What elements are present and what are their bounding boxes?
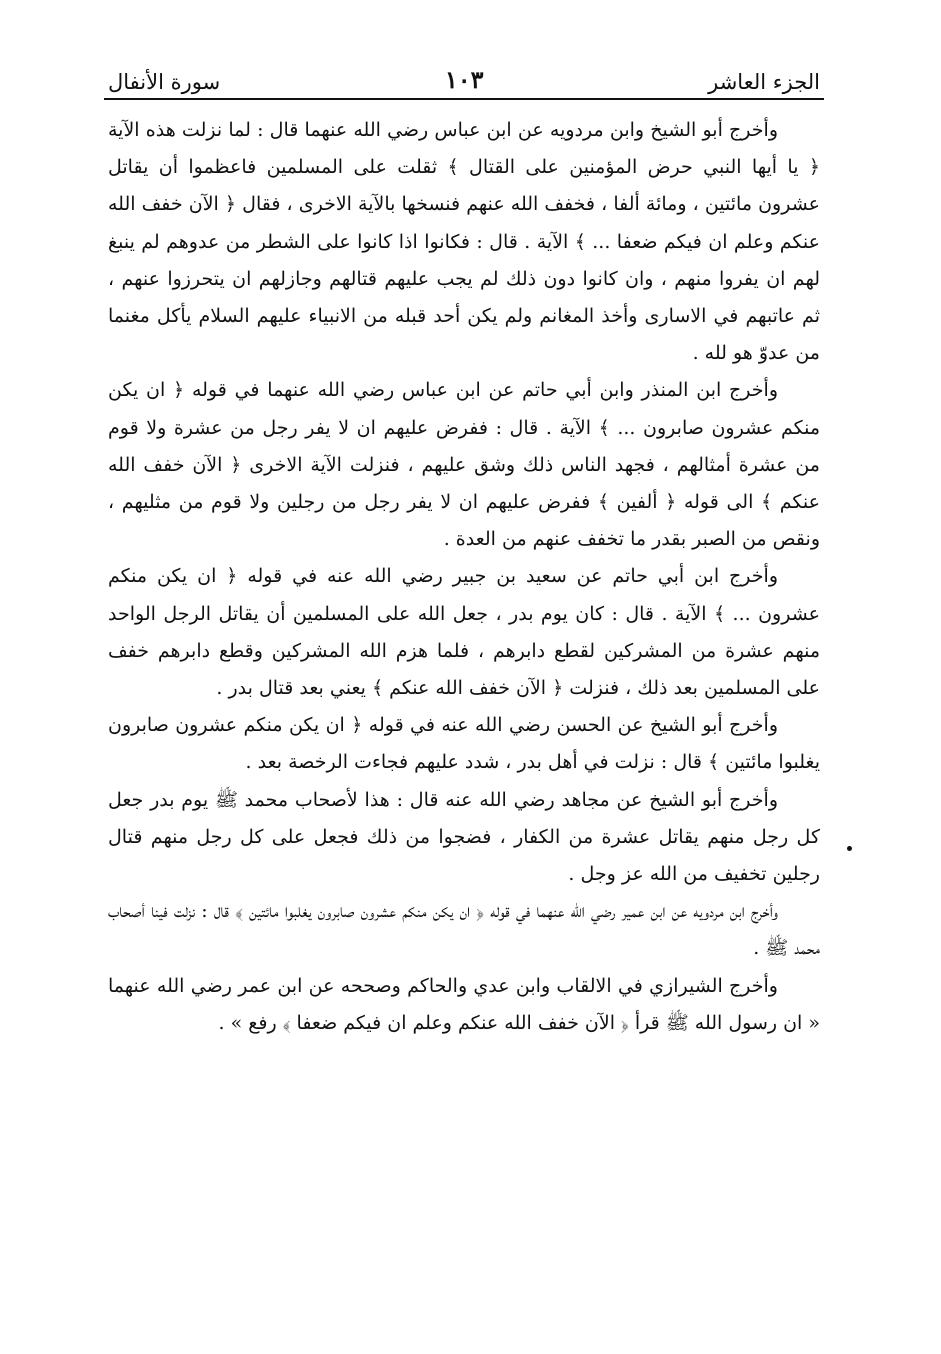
margin-dot bbox=[847, 846, 852, 851]
paragraph: وأخرج ابن أبي حاتم عن سعيد بن جبير رضي الله عنه في قوله ﴿ ان يكن منكم عشرون ... ﴾ الآية . قال : كان يوم بدر ، جعل الله على المسلمين أن يقاتل الرجل الواحد منهم عشرة من المشركين لقطع دابرهم ، فلما هزم الله المشركين وقطع دابرهم خفف على المسلمين بعد ذلك ، فنزلت ﴿ الآن خفف الله عنكم ﴾ يعني بعد قتال بدر . bbox=[108, 565, 820, 700]
surah-title: سورة الأنفال bbox=[108, 70, 221, 94]
paragraph: وأخرج أبو الشيخ عن الحسن رضي الله عنه في قوله ﴿ ان يكن منكم عشرون صابرون يغلبوا مائتين ﴾ قال : نزلت في أهل بدر ، شدد عليهم فجاءت الرخصة بعد . bbox=[108, 714, 820, 774]
paragraph: وأخرج الشيرازي في الالقاب وابن عدي والحاكم وصححه عن ابن عمر رضي الله عنهما « ان رسول الله ﷺ قرأ ﴿ الآن خفف الله عنكم وعلم ان فيكم ضعفا ﴾ رفع » . bbox=[108, 974, 820, 1034]
paragraph: وأخرج أبو الشيخ وابن مردويه عن ابن عباس رضي الله عنهما قال : لما نزلت هذه الآية ﴿ يا أيها النبي حرض المؤمنين على القتال ﴾ ثقلت على المسلمين فاعظموا أن يقاتل عشرون مائتين ، ومائة ألفا ، فخفف الله عنهم فنسخها بالآية الاخرى ، فقال ﴿ الآن خفف الله عنكم وعلم ان فيكم ضعفا ... ﴾ الآية . قال : فكانوا اذا كانوا على الشطر من عدوهم لم ينبغ لهم ان يفروا منهم ، وان كانوا دون ذلك لم يجب عليهم قتالهم وجازلهم ان يتحرزوا عنهم ، ثم عاتبهم في الاسارى وأخذ المغانم ولم يكن أحد قبله من الانبياء عليهم السلام يأكل مغنما من عدوّ هو لله . bbox=[108, 119, 820, 365]
page-body bbox=[108, 112, 820, 1042]
paragraph: وأخرج ابن المنذر وابن أبي حاتم عن ابن عباس رضي الله عنهما في قوله ﴿ ان يكن منكم عشرون صابرون ... ﴾ الآية . قال : ففرض عليهم ان لا يفر رجل من عشرة ولا قوم من عشرة أمثالهم ، فجهد الناس ذلك وشق عليهم ، فنزلت الآية الاخرى ﴿ الآن خفف الله عنكم ﴾ الى قوله ﴿ ألفين ﴾ ففرض عليهم ان لا يفر رجل من رجلين ولا قوم من مثليهم ، ونقص من الصبر بقدر ما تخفف عنهم من العدة . bbox=[108, 379, 820, 551]
part-title: الجزء العاشر bbox=[708, 70, 820, 94]
page-number: ١٠٣ bbox=[444, 65, 484, 94]
header-rule bbox=[104, 98, 824, 100]
paragraph: وأخرج أبو الشيخ عن مجاهد رضي الله عنه قال : هذا لأصحاب محمد ﷺ يوم بدر جعل كل رجل منهم يقاتل عشرة من الكفار ، فضجوا من ذلك فجعل على كل رجل منهم قتال رجلين تخفيف من الله عز وجل . bbox=[108, 788, 820, 886]
running-header bbox=[108, 52, 820, 94]
paragraph: وأخرج ابن مردويه عن ابن عمير رضي الله عنهما في قوله ﴿ ان يكن منكم عشرون صابرون يغلبوا مائتين ﴾ قال : نزلت فينا أصحاب محمد ﷺ . bbox=[108, 900, 820, 960]
